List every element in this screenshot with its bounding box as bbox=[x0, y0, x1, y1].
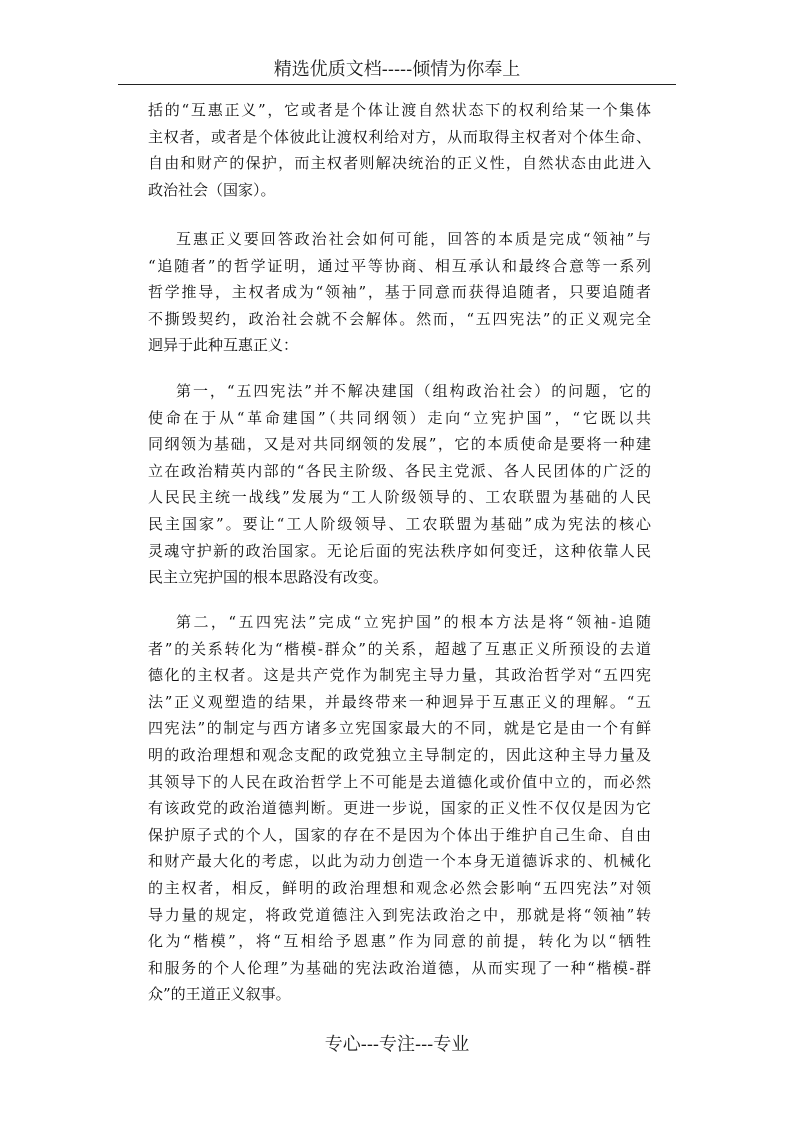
text-line: 第一，“五四宪法”并不解决建国（组构政治社会）的问题，它的 bbox=[176, 382, 651, 400]
paragraph-4 bbox=[148, 609, 651, 1008]
text-line: 民主立宪护国的根本思路没有改变。 bbox=[148, 568, 389, 587]
text-line: 使命在于从“革命建国”（共同纲领）走向“立宪护国”，“它既以共 bbox=[148, 408, 651, 427]
text-line: 其领导下的人民在政治哲学上不可能是去道德化或价值中立的，而必然 bbox=[148, 772, 651, 791]
text-line: 导力量的规定，将政党道德注入到宪法政治之中，那就是将“领袖”转 bbox=[148, 905, 651, 924]
text-line: 互惠正义要回答政治社会如何可能，回答的本质是完成“领袖”与 bbox=[176, 230, 651, 248]
text-line: 众”的王道正义叙事。 bbox=[148, 985, 291, 1004]
header-rule bbox=[118, 84, 676, 85]
text-line: 和服务的个人伦理”为基础的宪法政治道德，从而实现了一种“楷模-群 bbox=[148, 958, 651, 977]
paragraph-3 bbox=[148, 378, 651, 591]
page-header-title: 精选优质文档-----倾情为你奉上 bbox=[273, 59, 521, 80]
text-line: 法”正义观塑造的结果，并最终带来一种迥异于互惠正义的理解。“五 bbox=[148, 692, 651, 711]
text-line: 民主国家”。要让“工人阶级领导、工农联盟为基础”成为宪法的核心 bbox=[148, 514, 651, 533]
text-line: 和财产最大化的考虑，以此为动力创造一个本身无道德诉求的、机械化 bbox=[148, 852, 651, 871]
text-line: 哲学推导，主权者成为“领袖”，基于同意而获得追随者，只要追随者 bbox=[148, 283, 651, 302]
text-line: “追随者”的哲学证明，通过平等协商、相互承认和最终合意等一系列 bbox=[148, 256, 651, 275]
text-line: 灵魂守护新的政治国家。无论后面的宪法秩序如何变迁，这种依靠人民 bbox=[148, 541, 651, 560]
text-line: 自由和财产的保护，而主权者则解决统治的正义性，自然状态由此进入 bbox=[148, 154, 651, 173]
text-line: 明的政治理想和观念支配的政党独立主导制定的，因此这种主导力量及 bbox=[148, 745, 651, 764]
text-line: 保护原子式的个人，国家的存在不是因为个体出于维护自己生命、自由 bbox=[148, 825, 651, 844]
text-line: 化为“楷模”，将“互相给予恩惠”作为同意的前提，转化为以“牺牲 bbox=[148, 932, 651, 951]
text-line: 德化的主权者。这是共产党作为制宪主导力量，其政治哲学对“五四宪 bbox=[148, 666, 651, 685]
text-line: 者”的关系转化为“楷模-群众”的关系，超越了互惠正义所预设的去道 bbox=[148, 639, 651, 658]
text-line: 主权者，或者是个体彼此让渡权利给对方，从而取得主权者对个体生命、 bbox=[148, 127, 651, 146]
page-footer-text: 专心---专注---专业 bbox=[324, 1034, 470, 1055]
text-line: 四宪法”的制定与西方诸多立宪国家最大的不同，就是它是由一个有鲜 bbox=[148, 719, 651, 738]
text-line: 有该政党的政治道德判断。更进一步说，国家的正义性不仅仅是因为它 bbox=[148, 799, 651, 818]
text-line: 同纲领为基础，又是对共同纲领的发展”，它的本质使命是要将一种建 bbox=[148, 435, 651, 454]
text-line: 括的“互惠正义”，它或者是个体让渡自然状态下的权利给某一个集体 bbox=[148, 101, 651, 119]
text-line: 不撕毁契约，政治社会就不会解体。然而，“五四宪法”的正义观完全 bbox=[148, 309, 651, 328]
text-line: 第二，“五四宪法”完成“立宪护国”的根本方法是将“领袖-追随 bbox=[176, 613, 651, 631]
text-line: 人民民主统一战线”发展为“工人阶级领导的、工农联盟为基础的人民 bbox=[148, 488, 651, 507]
text-line: 迥异于此种互惠正义： bbox=[148, 336, 299, 355]
paragraph-1 bbox=[148, 97, 651, 203]
paragraph-2 bbox=[148, 226, 651, 359]
text-line: 政治社会（国家）。 bbox=[148, 180, 276, 199]
text-line: 立在政治精英内部的“各民主阶级、各民主党派、各人民团体的广泛的 bbox=[148, 461, 651, 480]
text-line: 的主权者，相反，鲜明的政治理想和观念必然会影响“五四宪法”对领 bbox=[148, 878, 651, 897]
